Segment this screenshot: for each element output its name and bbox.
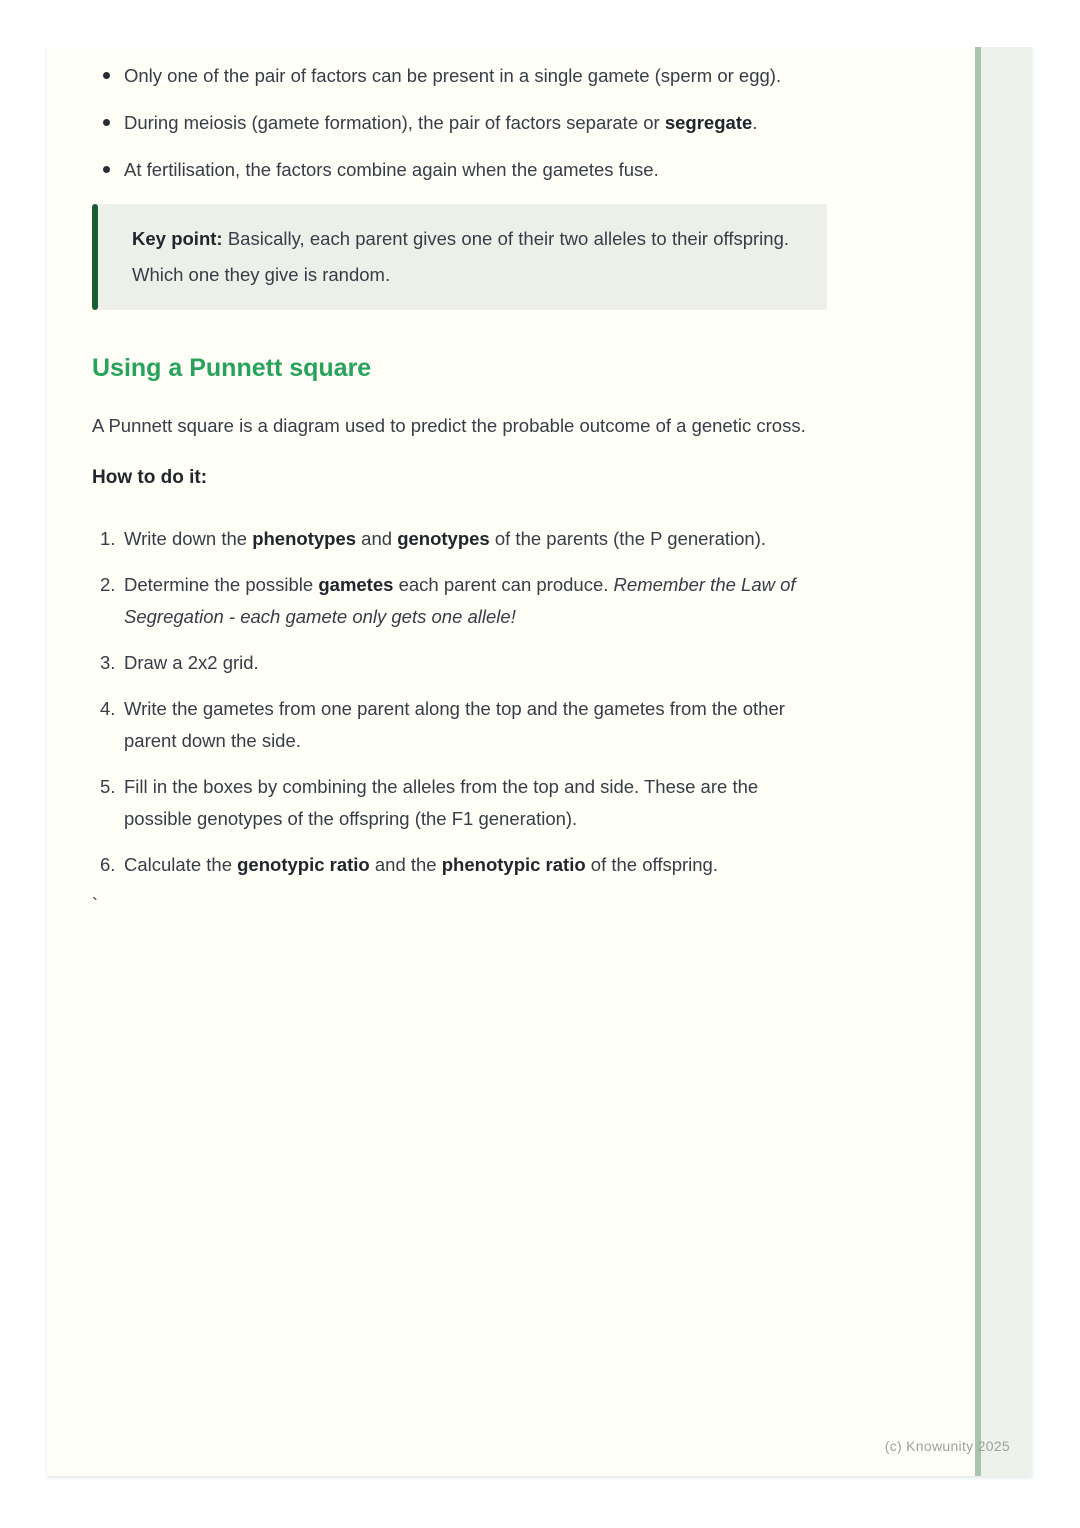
- bullet-text: At fertilisation, the factors combine again when the gametes fuse.: [124, 159, 659, 180]
- step-text: Calculate the: [124, 854, 238, 875]
- step-item: [92, 771, 827, 835]
- step-number: 5.: [100, 776, 116, 797]
- bullet-item: [92, 106, 827, 139]
- step-text-bold: genotypic ratio: [237, 854, 370, 875]
- keypoint-label: Key point:: [132, 228, 223, 249]
- step-text-italic: Remember the Law of Segregation - each gamete only gets one allele!: [124, 574, 796, 627]
- step-text: and the: [369, 854, 442, 875]
- step-text: Write the gametes from one parent along the top and the gametes from the other parent down the side.: [124, 698, 785, 751]
- step-text-bold: phenotypes: [252, 528, 357, 549]
- keypoint-callout: [92, 204, 827, 310]
- how-to-label: How to do it:: [92, 467, 208, 488]
- keypoint-text: Basically, each parent gives one of their two alleles to their offspring. Which one they give is random.: [132, 228, 789, 285]
- steps-list: [92, 523, 827, 881]
- bullet-item: [92, 59, 827, 92]
- bullet-item: [92, 153, 827, 186]
- bullet-text: Only one of the pair of factors can be present in a single gamete (sperm or egg).: [124, 65, 782, 86]
- step-item: [92, 693, 827, 757]
- bullet-text: During meiosis (gamete formation), the pair of factors separate or: [124, 112, 665, 133]
- step-item: [92, 569, 827, 633]
- step-number: 2.: [100, 574, 116, 595]
- right-edge-stripe-panel: [981, 47, 1032, 1476]
- stray-backtick: `: [92, 895, 98, 915]
- copyright-notice: (c) Knowunity 2025: [884, 1438, 1010, 1454]
- intro-paragraph: A Punnett square is a diagram used to predict the probable outcome of a genetic cross.: [92, 415, 806, 436]
- step-number: 3.: [100, 652, 116, 673]
- step-item: [92, 523, 827, 555]
- step-text: of the offspring.: [585, 854, 718, 875]
- step-text-bold: phenotypic ratio: [441, 854, 586, 875]
- step-text: Determine the possible: [124, 574, 319, 595]
- step-number: 6.: [100, 854, 116, 875]
- step-text: Draw a 2x2 grid.: [124, 652, 259, 673]
- step-text-bold: gametes: [318, 574, 394, 595]
- step-number: 1.: [100, 528, 116, 549]
- section-heading: Using a Punnett square: [92, 354, 372, 382]
- step-text: Fill in the boxes by combining the alleles from the top and side. These are the possible genotypes of the offspring (the F1 generation).: [124, 776, 759, 829]
- step-text: each parent can produce.: [393, 574, 614, 595]
- step-text: and: [356, 528, 398, 549]
- bullet-list: [92, 59, 827, 186]
- bullet-text: .: [752, 112, 758, 133]
- bullet-text-bold: segregate: [664, 112, 753, 133]
- page-sheet: [47, 47, 1032, 1476]
- step-text: Write down the: [124, 528, 253, 549]
- page-content: [92, 47, 827, 915]
- step-text: of the parents (the P generation).: [489, 528, 767, 549]
- step-item: [92, 849, 827, 881]
- step-item: [92, 647, 827, 679]
- step-text-bold: genotypes: [397, 528, 490, 549]
- step-number: 4.: [100, 698, 116, 719]
